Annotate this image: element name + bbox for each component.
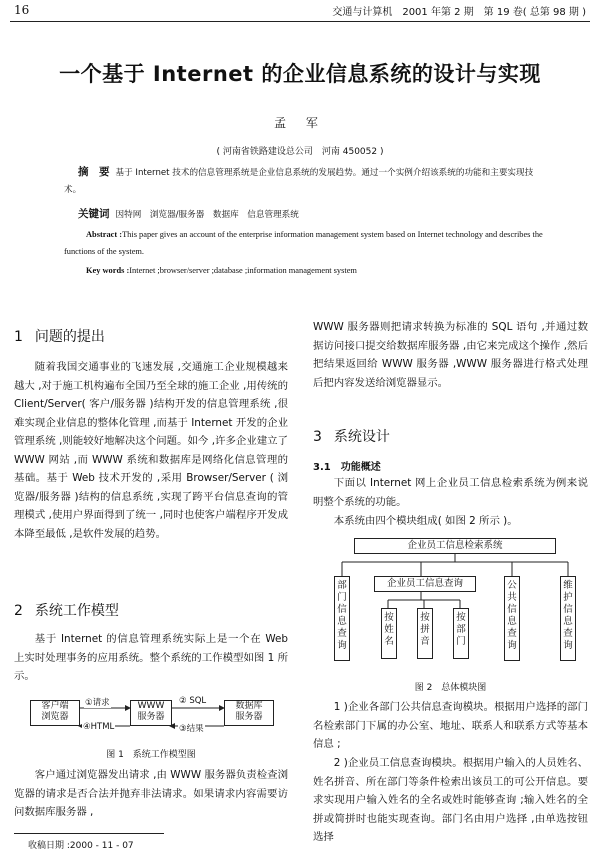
subsection31-title: 功能概述	[340, 462, 381, 473]
abstract-en-text: This paper gives an account of the enterprise information management system based on Internet technology and describes the functions of the system.	[64, 230, 543, 256]
keywords-en-label: Key words :	[86, 266, 130, 275]
fig1-result-label: ③结果	[179, 724, 204, 734]
right-para-cont: WWW 服务器则把请求转换为标准的 SQL 语句 ,并通过数据访问接口提交给数据库服务器 ,由它来完成这个操作 ,然后把结果返回给 WWW 服务器 ,WWW 服务器进行格式处理后把内容发送给浏览器显示。	[313, 321, 588, 389]
journal-header: 交通与计算机 2001 年第 2 期 第 19 卷( 总第 98 期 )	[332, 7, 586, 18]
paper-title: 一个基于 Internet 的企业信息系统的设计与实现	[59, 62, 541, 86]
section3-number: 3	[313, 429, 322, 445]
fig1-www-box: WWW 服务器	[130, 700, 172, 726]
fig2-maintain-box: 维护信息查询	[560, 576, 576, 661]
section1-title: 问题的提出	[34, 329, 105, 345]
fig2-by-name-box: 按姓名	[381, 608, 397, 659]
footnote: 收稿日期 :2000 - 11 - 07	[28, 841, 134, 851]
abstract-en-label: Abstract :	[86, 230, 123, 239]
section2-para2: 客户通过浏览器发出请求 ,由 WWW 服务器负责检查浏览器的请求是否合法并抛弃非法请求。如果请求内容需要访问数据库服务器 ,	[14, 769, 288, 818]
fig1-sql-label: ② SQL	[179, 696, 207, 706]
section3-title: 系统设计	[333, 429, 390, 445]
figure1-caption: 图 1 系统工作模型图	[106, 750, 196, 760]
subsection31-heading	[313, 458, 588, 473]
section2-title: 系统工作模型	[34, 603, 119, 619]
figure1	[30, 696, 280, 738]
section2-para1: 基于 Internet 的信息管理系统实际上是一个在 Web 上实时处理事务的应用系统。整个系统的工作模型如图 1 所示。	[14, 633, 288, 682]
subsection31-number: 3.1	[313, 462, 331, 473]
affiliation: ( 河南省铁路建设总公司 河南 450052 )	[216, 147, 384, 157]
section3-item2: 2 )企业员工信息查询模块。根据用户输入的人员姓名、姓名拼音、所在部门等条件检索出该员工的可公开信息。要求实现用户输入姓名的全名或姓时能够查询 ;输入姓名的全拼或简拼时也能实现查询。部门名由用户选择 ,由单选按钮选择	[313, 757, 588, 843]
keywords-cn-label: 关键词	[78, 208, 110, 220]
section3-heading	[313, 426, 588, 446]
section1-number: 1	[14, 329, 23, 345]
fig1-db-box: 数据库 服务器	[224, 700, 274, 726]
footnote-rule	[14, 833, 164, 834]
abstract-cn	[64, 164, 544, 199]
fig2-by-pinyin-box: 按拼音	[417, 608, 433, 659]
keywords-cn-text: 因特网 浏览器/服务器 数据库 信息管理系统	[115, 210, 299, 220]
page-number: 16	[14, 3, 30, 17]
keywords-en-text: Internet ;browser/server ;database ;information management system	[129, 266, 357, 275]
fig1-html-label: ④HTML	[83, 722, 115, 732]
abstract-cn-text: 基于 Internet 技术的信息管理系统是企业信息系统的发展趋势。通过一个实例介绍该系统的功能和主要实现技术。	[64, 168, 534, 195]
section2-number: 2	[14, 603, 23, 619]
abstract-cn-label: 摘 要	[78, 166, 110, 178]
figure2-caption: 图 2 总体模块图	[414, 683, 487, 693]
author: 孟 军	[274, 116, 326, 130]
section3-para1: 下面以 Internet 网上企业员工信息检索系统为例来说明整个系统的功能。	[313, 477, 588, 508]
section1-para1: 随着我国交通事业的飞速发展 ,交通施工企业规模越来越大 ,对于施工机构遍布全国乃至全球的施工企业 ,用传统的 Client/Server( 客户/服务器 )结构开发的信息管理系统 ,很难实现企业信息的整体化管理 ,而基于 Internet 开发的企业管理系统 ,则能较好地解决这个问题。如今 ,许多企业建立了 WWW 网站 ,而 WWW 系统和数据库是网络化信息管理的基础。基于 Web 技术开发的 ,采用 Browser/Server ( 浏览器/服务器 )结构的信息系统 ,实现了跨平台信息查询的管理模式 ,使用户界面得到了统一 ,同时也使客户端程序开发成本降至最低 ,是软件发展的趋势。	[14, 361, 288, 540]
fig1-client-box: 客户端 浏览器	[30, 700, 80, 726]
section1-heading	[14, 326, 288, 346]
fig2-by-dept-box: 按部门	[453, 608, 469, 659]
keywords-en	[64, 262, 544, 279]
header-rule	[10, 21, 590, 22]
section2-heading	[14, 600, 288, 620]
abstract-en	[64, 226, 544, 260]
fig2-root-box: 企业员工信息检索系统	[354, 538, 556, 554]
fig2-staff-box: 企业员工信息查询	[374, 576, 476, 592]
fig2-dept-box: 部门信息查询	[334, 576, 350, 661]
fig2-public-box: 公共信息查询	[504, 576, 520, 661]
keywords-cn	[64, 206, 544, 224]
section3-item1: 1 )企业各部门公共信息查询模块。根据用户选择的部门名检索部门下属的办公室、地址、联系人和联系方式等基本信息 ;	[313, 701, 588, 750]
section3-para2: 本系统由四个模块组成( 如图 2 所示 )。	[333, 515, 518, 527]
fig1-req-label: ①请求	[85, 698, 110, 708]
figure2	[326, 536, 584, 672]
